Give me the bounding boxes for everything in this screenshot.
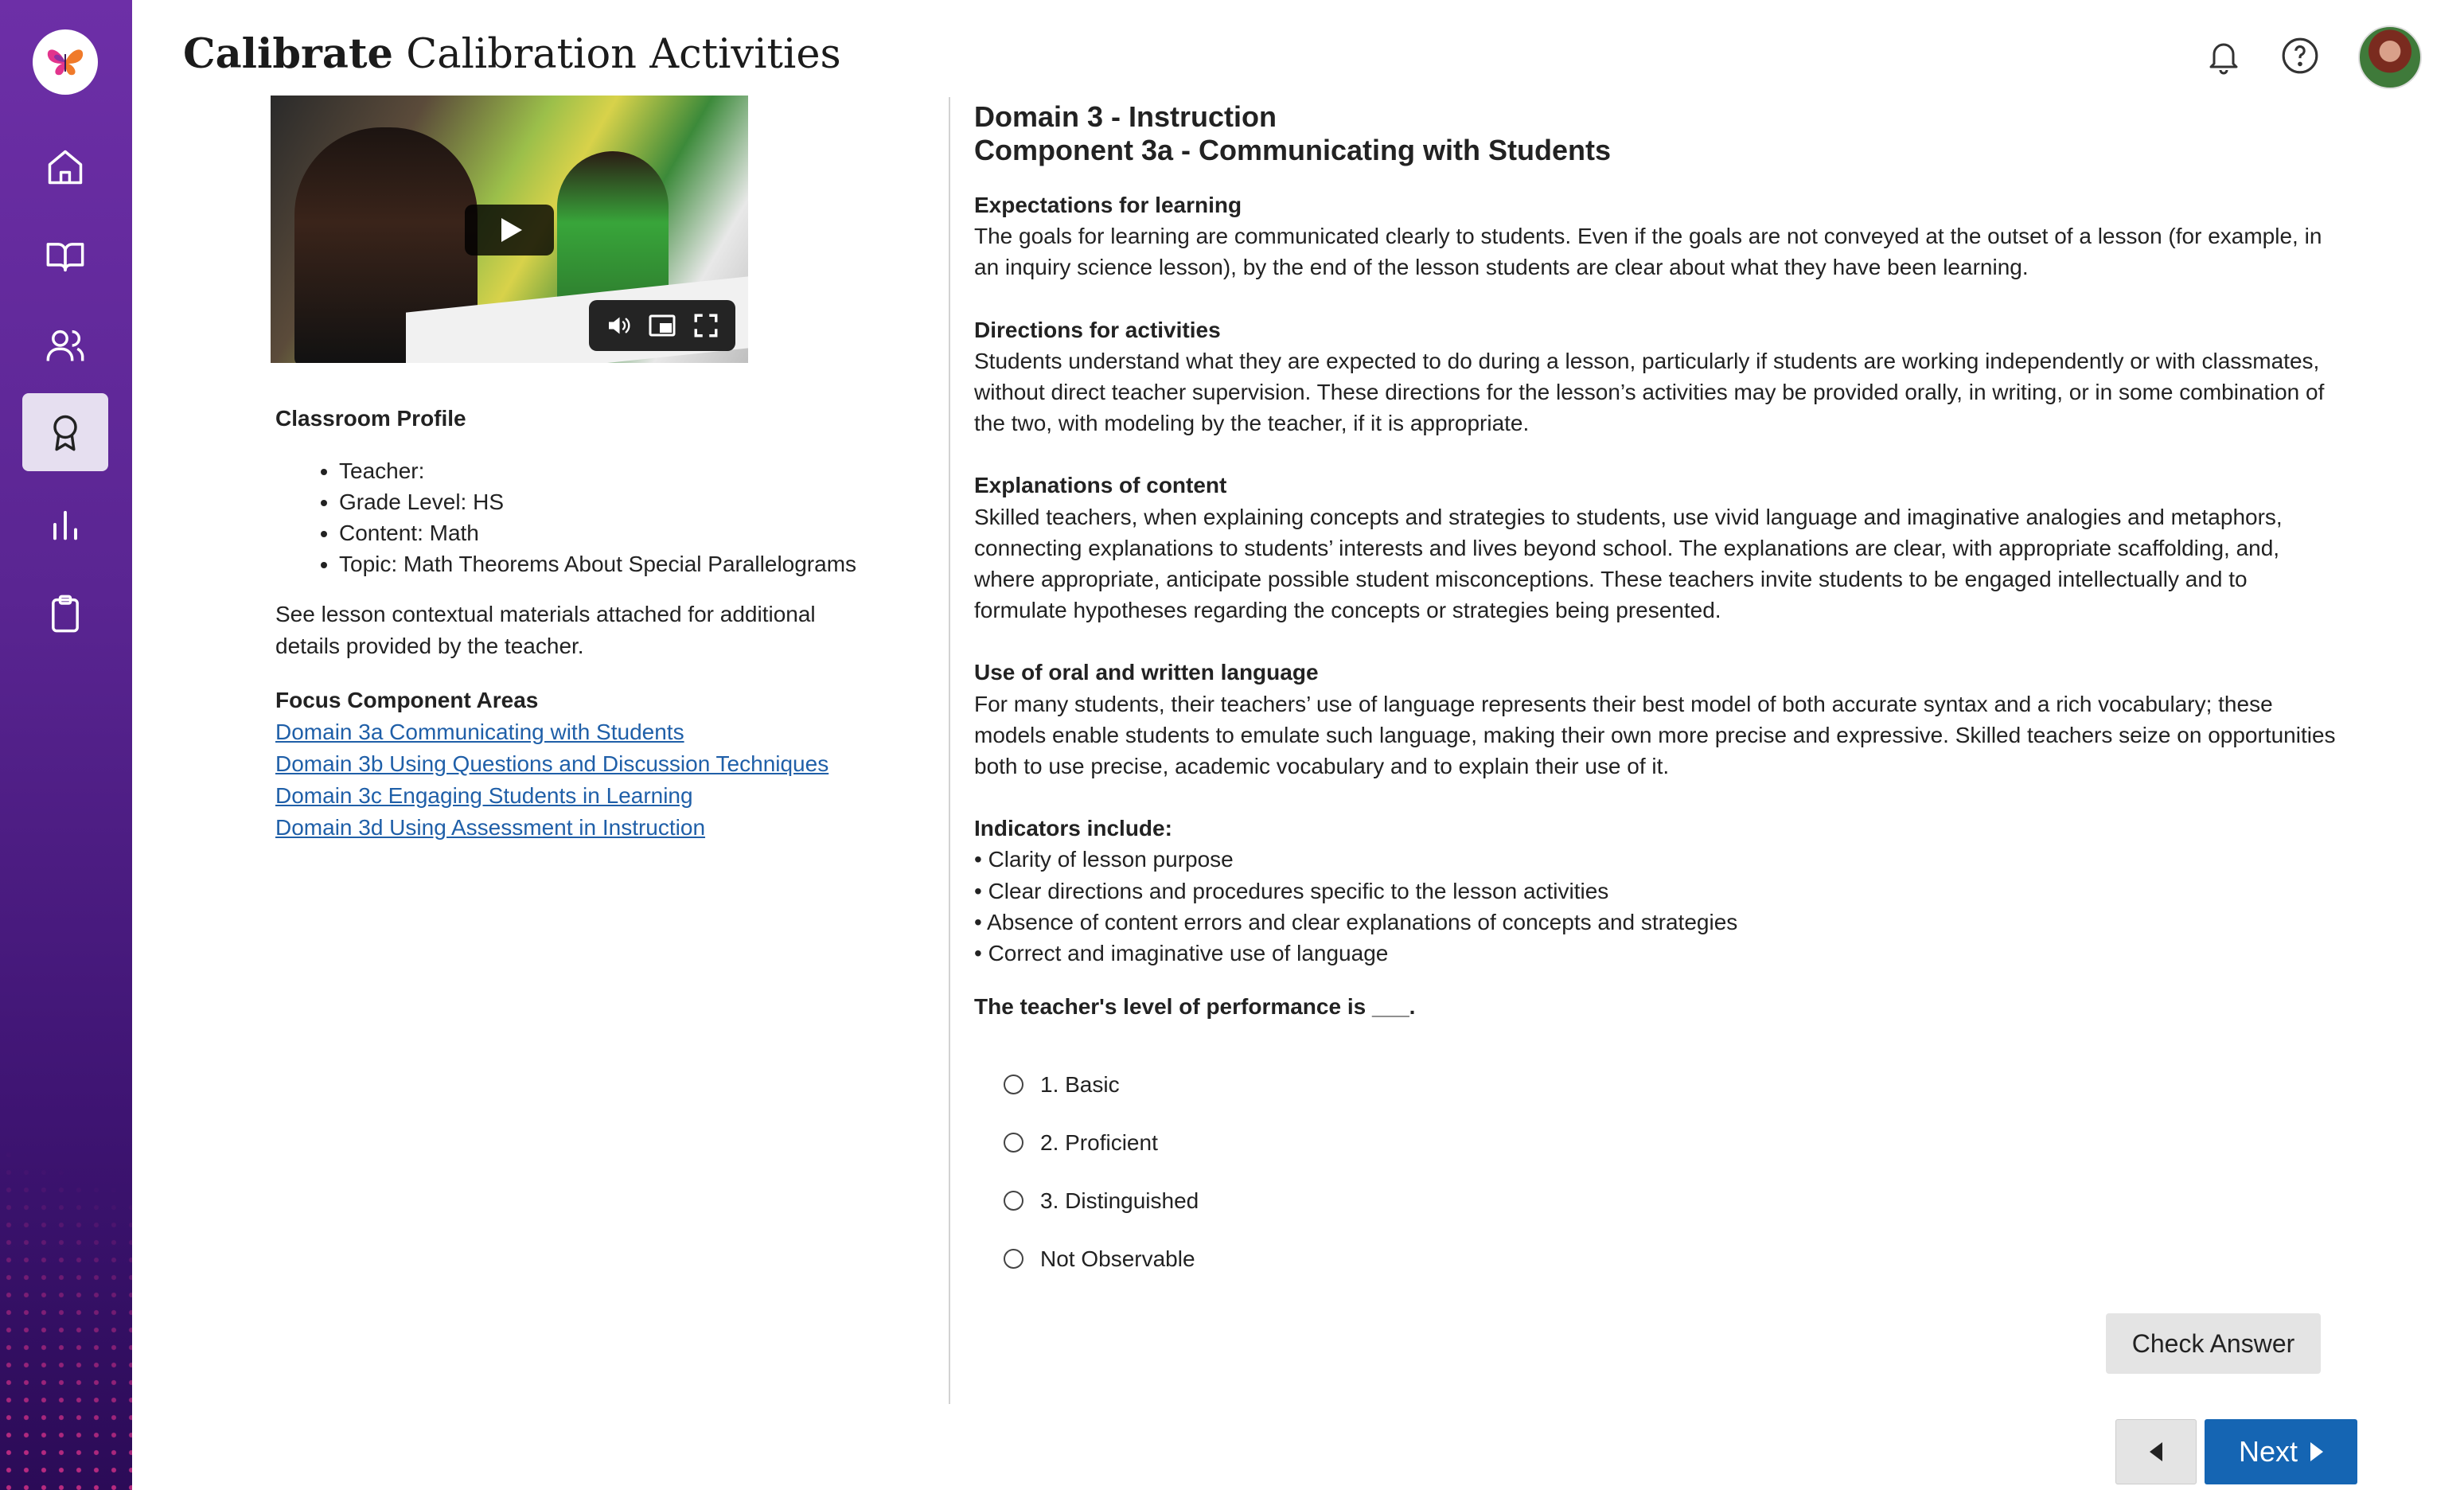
- book-open-icon: [45, 236, 86, 277]
- rubric-section: [974, 189, 2343, 283]
- section-body: Skilled teachers, when explaining concepts and strategies to students, use vivid language and imaginative analogies and metaphors, connecting explanations to students’ interests and lives beyond school. The explanations are clear, with appropriate scaffolding, and, where appropriate, anticipate possible student misconceptions. These teachers invite students to be engaged intellectually and to formulate hypotheses regarding the concepts or strategies being presented.: [974, 504, 2283, 623]
- option-proficient[interactable]: [974, 1114, 2343, 1172]
- play-icon[interactable]: [465, 205, 554, 255]
- option-basic[interactable]: [974, 1055, 2343, 1114]
- profile-list: [339, 455, 912, 579]
- fullscreen-icon[interactable]: [690, 310, 722, 341]
- indicators-heading: Indicators include:: [974, 816, 1172, 841]
- option-label: Not Observable: [1040, 1246, 1195, 1272]
- section-heading: Use of oral and written language: [974, 660, 1319, 685]
- picture-in-picture-icon[interactable]: [646, 310, 678, 341]
- rubric-panel: [974, 100, 2343, 1288]
- domain-title: Domain 3 - Instruction: [974, 100, 1277, 133]
- option-label: 1. Basic: [1040, 1072, 1120, 1098]
- page-title: [183, 30, 841, 78]
- home-icon: [45, 146, 86, 188]
- volume-icon[interactable]: [602, 310, 634, 341]
- option-not-observable[interactable]: [974, 1230, 2343, 1288]
- sidebar-item-calibration[interactable]: [22, 393, 108, 471]
- video-player[interactable]: [271, 96, 748, 363]
- indicator-item: • Absence of content errors and clear explanations of concepts and strategies: [974, 909, 1738, 934]
- focus-link-3d[interactable]: Domain 3d Using Assessment in Instruction: [275, 815, 706, 840]
- sidebar-dot-pattern: [0, 1076, 132, 1490]
- section-body: For many students, their teachers’ use of language represents their best model of both accurate syntax and a rich vocabulary; these models enable students to emulate such language, making their own more precise and expressive. Skilled teachers seize on opportunities both to use precise, academic vocabulary and to explain their use of it.: [974, 691, 2336, 779]
- sidebar-item-library[interactable]: [22, 217, 108, 295]
- video-controls: [589, 300, 735, 351]
- indicator-item: • Clear directions and procedures specific to the lesson activities: [974, 878, 1609, 903]
- users-icon: [45, 325, 86, 366]
- sidebar-item-assignments[interactable]: [22, 575, 108, 653]
- sidebar-item-reports[interactable]: [22, 486, 108, 564]
- focus-link-3b[interactable]: Domain 3b Using Questions and Discussion Techniques: [275, 751, 829, 776]
- rubric-section: [974, 314, 2343, 439]
- sidebar: [0, 0, 132, 1490]
- rubric-section: [974, 657, 2343, 782]
- list-item: • Teacher:: [339, 455, 912, 486]
- focus-link-3c[interactable]: Domain 3c Engaging Students in Learning: [275, 783, 693, 808]
- bell-icon: [2205, 37, 2243, 75]
- option-label: 2. Proficient: [1040, 1130, 1158, 1156]
- classroom-profile-panel: [275, 403, 912, 844]
- sidebar-item-home[interactable]: [22, 128, 108, 206]
- list-item: • Grade Level: HS: [339, 486, 912, 517]
- column-divider: [949, 97, 950, 1404]
- classroom-profile-heading: Classroom Profile: [275, 406, 466, 431]
- check-answer-button[interactable]: Check Answer: [2106, 1313, 2321, 1374]
- indicators-block: [974, 813, 2343, 969]
- award-icon: [45, 412, 86, 453]
- performance-question: The teacher's level of performance is ___.: [974, 994, 1416, 1020]
- component-title: Component 3a - Communicating with Students: [974, 134, 1611, 166]
- sidebar-item-people[interactable]: [22, 306, 108, 384]
- clipboard-icon: [45, 593, 86, 634]
- focus-areas-heading: Focus Component Areas: [275, 688, 539, 712]
- option-label: 3. Distinguished: [1040, 1188, 1199, 1214]
- section-body: Students understand what they are expected to do during a lesson, particularly if students are working independently or with classmates, without direct teacher supervision. These directions for the lesson’s activities may be provided orally, in writing, or in some combination of the two, with modeling by the teacher, if it is appropriate.: [974, 348, 2325, 436]
- previous-button[interactable]: [2115, 1419, 2197, 1484]
- lesson-materials-note: See lesson contextual materials attached for additional details provided by the teacher.: [275, 602, 816, 658]
- butterfly-logo[interactable]: [33, 29, 98, 95]
- radio-button[interactable]: [1004, 1249, 1023, 1269]
- option-distinguished[interactable]: [974, 1172, 2343, 1230]
- section-heading: Explanations of content: [974, 473, 1227, 498]
- indicator-item: • Clarity of lesson purpose: [974, 847, 1234, 872]
- avatar[interactable]: [2358, 25, 2422, 89]
- list-item: • Topic: Math Theorems About Special Parallelograms: [339, 548, 912, 579]
- radio-button[interactable]: [1004, 1133, 1023, 1153]
- notifications-button[interactable]: [2201, 33, 2246, 78]
- help-button[interactable]: [2278, 33, 2322, 78]
- page-title-text: Calibration Activities: [406, 31, 841, 78]
- section-heading: Expectations for learning: [974, 193, 1242, 217]
- help-circle-icon: [2280, 36, 2320, 76]
- brand-name: Calibrate: [183, 30, 393, 78]
- rubric-heading: [974, 100, 2343, 167]
- rubric-section: [974, 470, 2343, 626]
- radio-button[interactable]: [1004, 1075, 1023, 1094]
- indicator-item: • Correct and imaginative use of language: [974, 941, 1389, 966]
- bar-chart-icon: [45, 504, 86, 545]
- section-body: The goals for learning are communicated clearly to students. Even if the goals are not conveyed at the outset of a lesson (for example, in an inquiry science lesson), by the end of the lesson students are clear about what they have been learning.: [974, 224, 2322, 280]
- next-button[interactable]: [2205, 1419, 2357, 1484]
- list-item: • Content: Math: [339, 517, 912, 548]
- next-button-label: Next: [2238, 1435, 2298, 1468]
- section-heading: Directions for activities: [974, 317, 1221, 342]
- chevron-right-icon: [2310, 1442, 2323, 1461]
- focus-link-3a[interactable]: Domain 3a Communicating with Students: [275, 720, 684, 744]
- radio-button[interactable]: [1004, 1191, 1023, 1211]
